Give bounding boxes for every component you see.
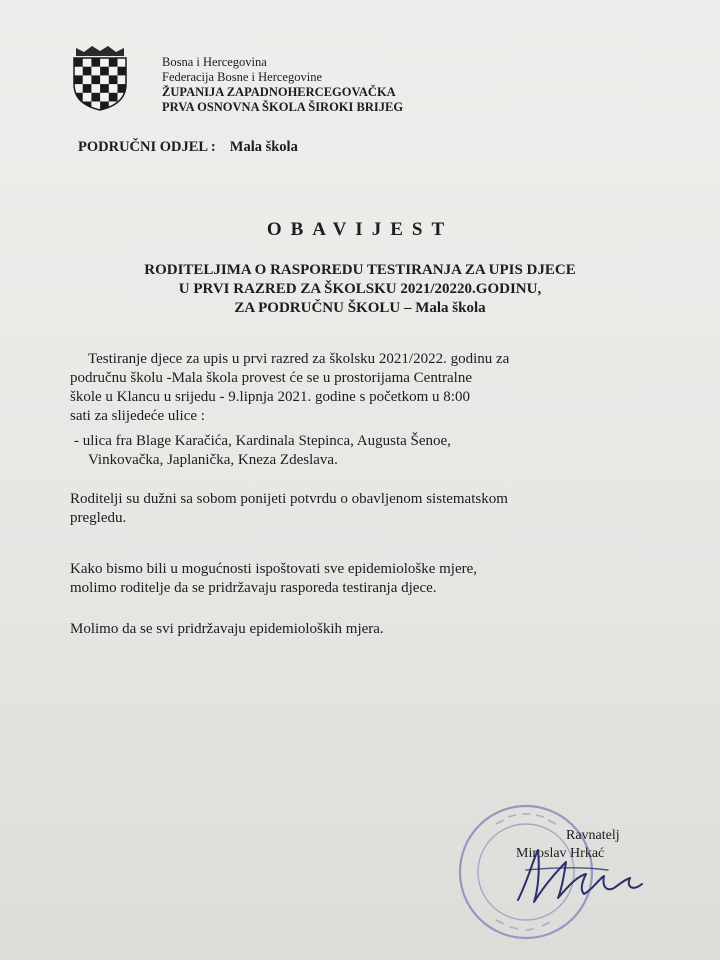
paragraph-line: Kako bismo bili u mogućnosti ispoštovati sve epidemiološke mjere, (70, 561, 478, 577)
paragraph-line: pregledu. (70, 510, 127, 526)
department-line (78, 139, 298, 156)
notice-subtitle-line: ZA PODRUČNU ŠKOLU – Mala škola (234, 300, 486, 316)
paragraph-line: škole u Klancu u srijedu - 9.lipnja 2021. godine s početkom u 8:00 (70, 389, 470, 405)
checkered-shield-crest-icon (70, 44, 130, 112)
paragraph-line: Molimo da se svi pridržavaju epidemioloških mjera. (70, 621, 384, 637)
header-country: Bosna i Hercegovina (162, 55, 267, 69)
notice-subtitle-line: U PRVI RAZRED ZA ŠKOLSKU 2021/20220.GODINU, (178, 281, 542, 297)
paragraph-line: Roditelji su dužni sa sobom ponijeti potvrdu o obavljenom sistematskom (70, 491, 508, 507)
paragraph-line: - ulica fra Blage Karačića, Kardinala Stepinca, Augusta Šenoe, (74, 433, 451, 449)
paragraph-line: molimo roditelje da se pridržavaju rasporeda testiranja djece. (70, 580, 437, 596)
notice-subtitle-line: RODITELJIMA O RASPOREDU TESTIRANJA ZA UPIS DJECE (144, 262, 576, 278)
signature-role: Ravnatelj (566, 828, 620, 843)
paragraph-line: područnu školu -Mala škola provest će se u prostorijama Centralne (70, 370, 472, 386)
header-county: ŽUPANIJA ZAPADNOHERCEGOVAČKA (162, 85, 396, 99)
paragraph-line: Vinkovačka, Japlanička, Kneza Zdeslava. (88, 452, 338, 468)
paragraph-line: sati za slijedeće ulice : (70, 408, 205, 424)
department-label: PODRUČNI ODJEL : (78, 139, 216, 155)
handwritten-signature-icon (508, 840, 658, 910)
header-school: PRVA OSNOVNA ŠKOLA ŠIROKI BRIJEG (162, 100, 404, 114)
header-federation: Federacija Bosne i Hercegovine (162, 70, 323, 84)
paragraph-line: Testiranje djece za upis u prvi razred za školsku 2021/2022. godinu za (88, 351, 510, 367)
notice-title: OBAVIJEST (266, 219, 454, 240)
signature-name: Miroslav Hrkać (516, 846, 605, 861)
department-value: Mala škola (229, 139, 298, 155)
